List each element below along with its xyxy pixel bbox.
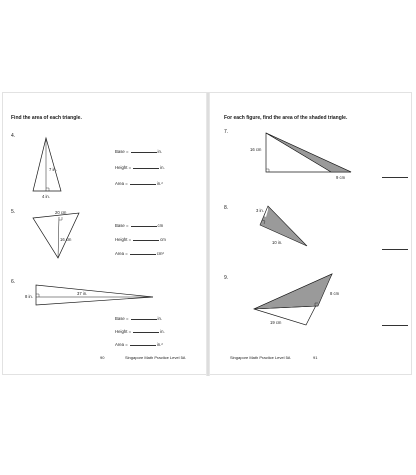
answer-label: Base =	[115, 149, 129, 154]
problem-6-base-answer[interactable]	[115, 316, 162, 321]
problem-8-base-label: 10 in.	[272, 240, 283, 245]
right-page-number: 91	[313, 355, 318, 360]
answer-unit: in.²	[156, 342, 163, 347]
problem-7-number: 7.	[224, 129, 229, 135]
problem-9-base-label: 19 cm	[270, 320, 282, 325]
problem-7-base-label: 9 cm	[336, 175, 346, 180]
answer-label: Area =	[115, 181, 128, 186]
problem-8-height-label: 3 in.	[256, 208, 264, 213]
answer-unit: cm²	[156, 251, 164, 256]
answer-label: Height =	[115, 237, 132, 242]
problem-4-base-label: 4 in.	[42, 194, 50, 199]
answer-unit: in.	[160, 165, 165, 170]
left-page-number: 90	[100, 355, 105, 360]
answer-blank[interactable]	[130, 342, 156, 346]
answer-unit: cm	[160, 237, 166, 242]
answer-label: Height =	[115, 329, 132, 334]
problem-7-height-label: 16 cm	[250, 147, 262, 152]
problem-6-area-answer[interactable]	[115, 342, 163, 347]
answer-unit: in.	[160, 329, 165, 334]
problem-6-figure	[3, 93, 208, 376]
problem-6-height-answer[interactable]	[115, 329, 165, 334]
answer-label: Area =	[115, 251, 128, 256]
problem-6-height-label: 8 in.	[25, 294, 33, 299]
problem-9-shaded-triangle	[254, 274, 332, 309]
problem-8-number: 8.	[224, 205, 229, 211]
answer-unit: in.	[157, 149, 163, 154]
problem-5-height-label: 16 cm	[60, 237, 72, 242]
answer-label: Height =	[115, 165, 132, 170]
problem-6-base-label: 37 in.	[77, 291, 88, 296]
left-footer-title: Singapore Math Practice Level 5A	[125, 355, 186, 360]
problem-4-height-label: 7 in.	[49, 167, 57, 172]
problem-6-number: 6.	[11, 279, 16, 285]
problem-9-side-label: 8 cm	[330, 291, 340, 296]
answer-blank[interactable]	[131, 316, 157, 320]
left-instruction: Find the area of each triangle.	[11, 115, 82, 121]
right-instruction: For each figure, find the area of the shaded triangle.	[224, 115, 348, 121]
answer-label: Base =	[115, 223, 129, 228]
answer-label: Base =	[115, 316, 129, 321]
left-page	[3, 93, 208, 376]
answer-label: Area =	[115, 342, 128, 347]
workbook-spread	[2, 92, 412, 375]
answer-unit: in.	[157, 316, 163, 321]
problem-9-answer-blank[interactable]	[382, 325, 408, 326]
problem-9-figure	[208, 93, 413, 376]
answer-unit: cm	[157, 223, 164, 228]
answer-blank[interactable]	[133, 329, 159, 333]
problem-5-number: 5.	[11, 209, 16, 215]
problem-9-number: 9.	[224, 275, 229, 281]
answer-unit: in.²	[156, 181, 163, 186]
problem-5-base-label: 20 cm	[55, 210, 67, 215]
right-footer-title: Singapore Math Practice Level 5A	[230, 355, 291, 360]
problem-4-number: 4.	[11, 133, 16, 139]
right-page	[208, 93, 413, 376]
